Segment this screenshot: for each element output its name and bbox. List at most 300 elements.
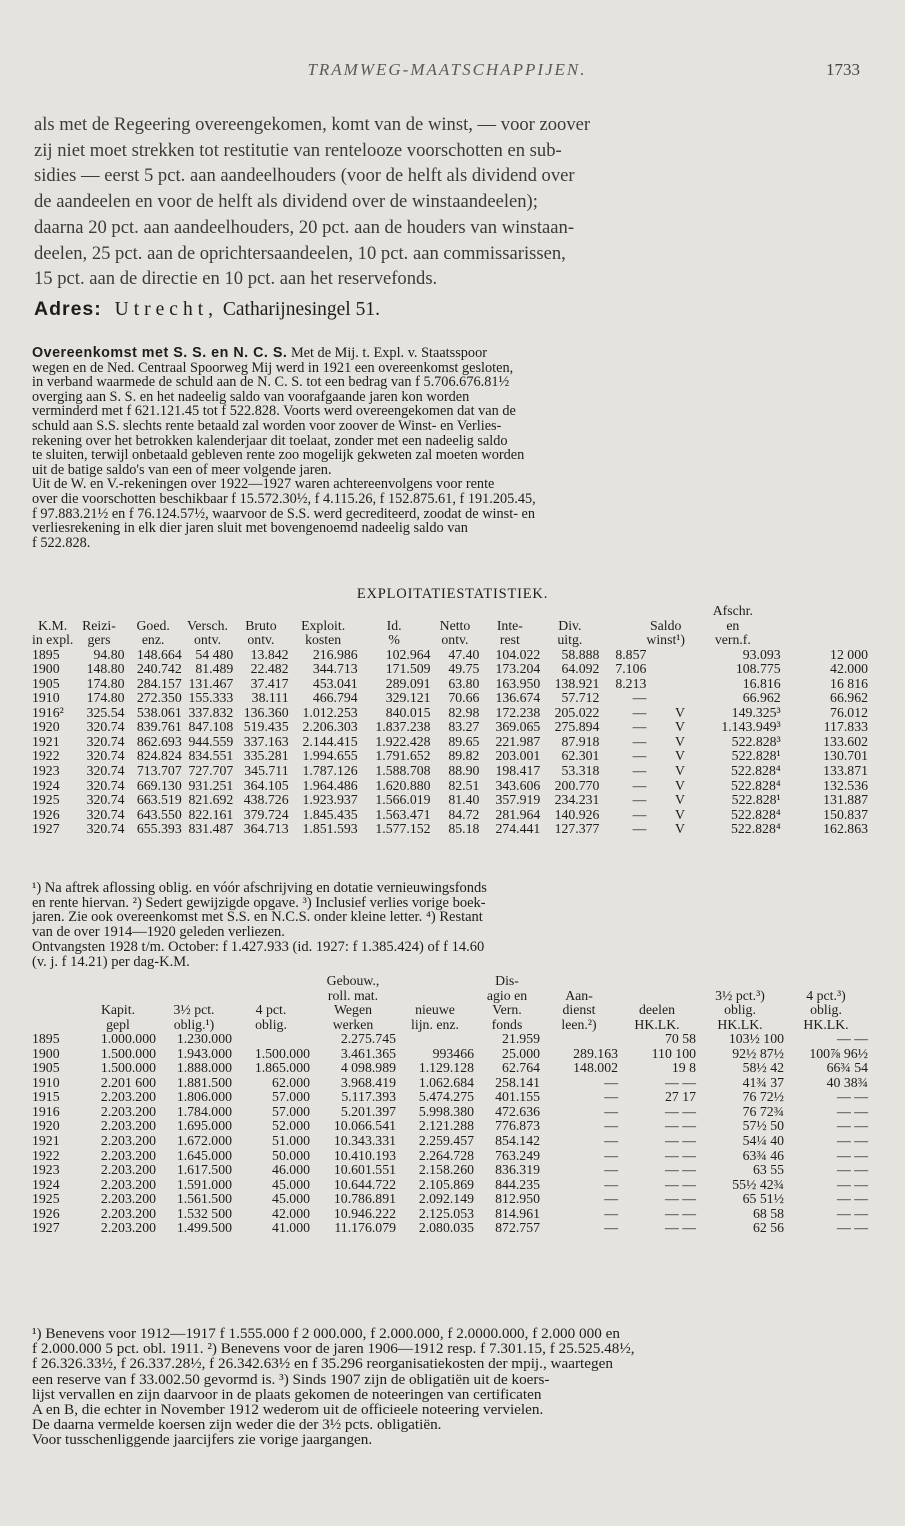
text-line: de aandeelen en voor de helft als dividend over de winstaandeelen); <box>34 191 538 213</box>
table-cell <box>232 1032 310 1047</box>
table-cell: 49.75 <box>448 661 480 677</box>
table-cell: 522.828⁴ <box>731 821 781 837</box>
table-cell: 335.281 <box>243 748 289 764</box>
header-cell: 4 pct.³) <box>806 987 846 1003</box>
table-cell: — <box>632 704 647 720</box>
table-cell: 41¾ 37 <box>742 1074 784 1090</box>
table-cell: 1927 <box>32 821 60 837</box>
table-cell: V <box>675 806 686 822</box>
table-cell: 2.275.745 <box>340 1031 396 1047</box>
table-header-row <box>32 1003 868 1018</box>
table-cell: — <box>604 1205 618 1221</box>
header-cell: Goed. <box>136 617 170 633</box>
header-cell <box>125 604 182 619</box>
table-cell: 103½ 100 <box>728 1031 784 1047</box>
table-cell: 5.474.275 <box>418 1089 474 1105</box>
agreement-first-line: Met de Mij. t. Expl. v. Staatsspoor <box>287 346 487 361</box>
table-cell: 1.922.428 <box>375 733 431 749</box>
header-cell: rest <box>499 632 520 648</box>
table-cell: 148.002 <box>573 1060 618 1076</box>
table-header-row <box>32 974 868 989</box>
table-cell: 2.203.200 <box>100 1162 156 1178</box>
table-cell: 2.206.303 <box>302 719 358 735</box>
header-cell <box>479 604 540 619</box>
table-cell: — — <box>664 1103 696 1119</box>
table-row <box>32 1207 868 1222</box>
header-cell: uitg. <box>557 632 583 648</box>
header-cell: Inte- <box>496 617 523 633</box>
header-cell <box>289 604 358 619</box>
table-cell: 1.143.949³ <box>721 719 781 735</box>
table-row <box>32 1134 868 1149</box>
address-label: Adres: <box>34 298 102 320</box>
header-cell <box>646 604 685 619</box>
table-row <box>32 706 868 721</box>
table-cell: 1.994.655 <box>302 748 358 764</box>
table-cell: 669.130 <box>136 777 182 793</box>
table-row <box>32 822 868 837</box>
table-cell: 136.360 <box>243 704 289 720</box>
table-cell: 55½ 42¾ <box>732 1176 784 1192</box>
table-cell: 57.000 <box>272 1089 310 1105</box>
table-cell: 2.203.200 <box>100 1191 156 1207</box>
table-cell: 42.000 <box>272 1205 310 1221</box>
table-cell: 1926 <box>32 1205 60 1221</box>
table-cell: 663.519 <box>136 792 182 808</box>
table-cell: 1915 <box>32 1089 60 1105</box>
header-cell <box>784 974 868 989</box>
text-line: uit de batige saldo's van een of meer volgende jaren. <box>32 462 332 478</box>
table-cell: 337.832 <box>188 704 234 720</box>
table-cell: 655.393 <box>136 821 182 837</box>
table-cell: V <box>675 777 686 793</box>
header-cell: gepl <box>106 1016 130 1032</box>
table-row <box>32 1149 868 1164</box>
table-cell: 155.333 <box>188 690 234 706</box>
table-cell: — — <box>664 1220 696 1236</box>
table-cell: — <box>632 763 647 779</box>
table-cell: 2.203.200 <box>100 1133 156 1149</box>
table-cell: 3.968.419 <box>340 1074 396 1090</box>
header-cell: gers <box>87 632 111 648</box>
table-cell <box>540 1032 618 1047</box>
table-cell: 221.987 <box>495 733 541 749</box>
table-cell: — — <box>664 1205 696 1221</box>
table-cell: 92½ 87½ <box>732 1045 784 1061</box>
table-cell: 289.091 <box>385 675 431 691</box>
table-cell: 643.550 <box>136 806 182 822</box>
table-cell: 171.509 <box>385 661 431 677</box>
header-cell: % <box>388 632 400 648</box>
table-cell: 2.259.457 <box>418 1133 474 1149</box>
table-cell: 58½ 42 <box>742 1060 784 1076</box>
table-cell: 369.065 <box>495 719 541 735</box>
header-cell <box>32 989 80 1004</box>
agreement-heading: Overeenkomst met S. S. en N. C. S. <box>32 346 288 361</box>
table-cell: — — <box>836 1118 868 1134</box>
table-cell <box>646 648 685 663</box>
text-line: Ontvangsten 1928 t/m. October: f 1.427.933 (id. 1927: f 1.385.424) of f 14.60 <box>32 939 485 955</box>
table-cell: 1.563.471 <box>375 806 431 822</box>
text-line: jaren. Zie ook overeenkomst met S.S. en N.C.S. onder kleine letter. ⁴) Restant <box>32 910 483 926</box>
table-cell: 65 51½ <box>742 1191 784 1207</box>
table-cell: 76 72¾ <box>742 1103 784 1119</box>
table-cell: 1.500.000 <box>100 1045 156 1061</box>
table-cell: 1.129.128 <box>418 1060 474 1076</box>
header-cell: vern.f. <box>714 632 751 648</box>
table-cell: 379.724 <box>243 806 289 822</box>
table-cell: 1910 <box>32 1074 60 1090</box>
text-line: daarna 20 pct. aan aandeelhouders, 20 pct. aan de houders van winstaan- <box>34 216 575 238</box>
table-notes <box>32 881 868 969</box>
table-cell: 840.015 <box>385 704 431 720</box>
table-cell: 104.022 <box>495 646 541 662</box>
table-row <box>32 691 868 706</box>
table-cell: 12 000 <box>830 646 868 662</box>
header-cell: ontv. <box>441 632 469 648</box>
table-header-row <box>32 1018 868 1033</box>
header-cell: HK.LK. <box>717 1016 763 1032</box>
table-cell: 85.18 <box>448 821 480 837</box>
table-cell: 133.871 <box>823 763 868 779</box>
table-cell: 82.98 <box>448 704 480 720</box>
table-cell: — <box>632 777 647 793</box>
table-cell: 110 100 <box>651 1045 696 1061</box>
table-cell: 272.350 <box>136 690 182 706</box>
header-cell <box>599 633 646 648</box>
table-header-row <box>32 633 868 648</box>
table-cell: 1.806.000 <box>176 1089 232 1105</box>
table-cell: 329.121 <box>385 690 431 706</box>
text-line: een reserve van f 33.002.50 gevormd is. ³) Sinds 1907 zijn de obligatiën uit de koers- <box>32 1371 550 1387</box>
text-line: Voor tusschenliggende jaarcijfers zie vorige jaargangen. <box>32 1432 373 1448</box>
table-row <box>32 1032 868 1047</box>
text-line: ¹) Na aftrek aflossing oblig. en vóór afschrijving en dotatie vernieuwingsfonds <box>32 881 487 896</box>
text-line: De daarna vermelde koersen zijn weder die der 3½ pcts. obligatiën. <box>32 1417 442 1433</box>
table-cell: 162.863 <box>823 821 868 837</box>
text-line: in verband waarmede de schuld aan de N. C. S. tot een bedrag van f 5.706.676.81½ <box>32 375 510 390</box>
table-cell: 944.559 <box>188 733 234 749</box>
table-cell: V <box>675 704 686 720</box>
header-cell <box>32 1003 80 1018</box>
text-line: als met de Regeering overeengekomen, komt van de winst, — voor zoover <box>34 114 591 135</box>
address-line <box>34 298 380 321</box>
section-title: EXPLOITATIESTATISTIEK. <box>356 586 549 602</box>
header-cell: agio en <box>486 987 528 1003</box>
table-cell: 1923 <box>32 763 60 779</box>
table-cell: 57.000 <box>272 1103 310 1119</box>
table-cell: 70 58 <box>664 1031 696 1047</box>
table-cell: 2.125.053 <box>418 1205 474 1221</box>
table-cell: 1905 <box>32 1060 60 1076</box>
table-cell: 3.461.365 <box>340 1045 396 1061</box>
header-cell <box>696 974 784 989</box>
table-cell: 1.532 500 <box>176 1205 232 1221</box>
header-cell: oblig. <box>810 1002 842 1018</box>
table-cell: 64.092 <box>561 661 600 677</box>
table-cell: 1921 <box>32 733 60 749</box>
table-row <box>32 1221 868 1236</box>
table-cell: 37.417 <box>250 675 289 691</box>
table-cell: 320.74 <box>86 733 125 749</box>
header-cell <box>80 974 156 989</box>
table-cell: 62.000 <box>272 1074 310 1090</box>
header-cell: 3½ pct.³) <box>715 987 765 1003</box>
table-cell: 522.828³ <box>731 733 781 749</box>
header-cell: fonds <box>491 1016 523 1032</box>
table-cell: V <box>675 792 686 808</box>
table-cell <box>646 691 685 706</box>
table-cell: 1.591.000 <box>176 1176 232 1192</box>
table-cell: 1.577.152 <box>375 821 431 837</box>
table-cell: 1926 <box>32 806 60 822</box>
table-cell: — <box>604 1133 618 1149</box>
table-row <box>32 793 868 808</box>
table-cell: 81.40 <box>448 792 480 808</box>
table-cell: 1905 <box>32 675 60 691</box>
table-cell: 1.881.500 <box>176 1074 232 1090</box>
header-cell: enz. <box>141 632 165 648</box>
header-cell: deelen <box>638 1002 675 1018</box>
table-cell: 174.80 <box>86 690 125 706</box>
table-cell: 76.012 <box>830 704 868 720</box>
header-cell <box>618 974 696 989</box>
table-cell: 53.318 <box>561 763 600 779</box>
table-cell: 2.203.200 <box>100 1147 156 1163</box>
table-row <box>32 808 868 823</box>
table-cell: 538.061 <box>136 704 182 720</box>
table-cell: 1.784.000 <box>176 1103 232 1119</box>
table-cell: 58.888 <box>561 646 600 662</box>
table-cell: 2.264.728 <box>418 1147 474 1163</box>
table-cell: 1.566.019 <box>375 792 431 808</box>
table-cell: 344.713 <box>312 661 358 677</box>
header-cell: Kapit. <box>100 1002 136 1018</box>
table-row <box>32 764 868 779</box>
header-cell <box>396 974 474 989</box>
header-cell: Netto <box>439 617 471 633</box>
table-cell: 41.000 <box>272 1220 310 1236</box>
table-row <box>32 1192 868 1207</box>
table-cell: 519.435 <box>243 719 289 735</box>
table-cell: 1916² <box>32 704 64 720</box>
table-header-row <box>32 619 868 634</box>
table-cell: 216.986 <box>312 646 358 662</box>
table-cell: — — <box>836 1191 868 1207</box>
table-cell: — <box>604 1176 618 1192</box>
table-cell: 839.761 <box>136 719 182 735</box>
table-cell: 81.489 <box>195 661 234 677</box>
table-row <box>32 1047 868 1062</box>
table-cell: 68 58 <box>752 1205 784 1221</box>
table-cell: 1920 <box>32 719 60 735</box>
capital-table <box>32 974 868 1236</box>
table-cell: 16 816 <box>830 675 868 691</box>
table-cell: 713.707 <box>136 763 182 779</box>
header-cell <box>32 974 80 989</box>
table-row <box>32 749 868 764</box>
table-cell: 258.141 <box>495 1074 540 1090</box>
table-cell: 62.764 <box>502 1060 540 1076</box>
header-cell <box>431 604 480 619</box>
table-cell: 93.093 <box>742 646 781 662</box>
header-cell: nieuwe <box>415 1002 455 1018</box>
table-cell: 13.842 <box>250 646 289 662</box>
text-line: deelen, 25 pct. aan de oprichtersaandeelen, 10 pct. aan commissarissen, <box>34 242 566 264</box>
header-cell: Saldo <box>649 617 682 633</box>
table-cell: 822.161 <box>188 806 234 822</box>
table-cell: 66.962 <box>742 690 781 706</box>
table-cell: 140.926 <box>554 806 600 822</box>
table-cell: 10.410.193 <box>333 1147 396 1163</box>
table-cell: 343.606 <box>495 777 541 793</box>
table-cell: V <box>675 821 686 837</box>
table-cell <box>396 1032 474 1047</box>
table-cell: 89.82 <box>448 748 480 764</box>
table-cell: 2.092.149 <box>418 1191 474 1207</box>
table-cell: 8.857 <box>615 646 647 662</box>
table-cell: 1.787.126 <box>302 763 358 779</box>
text-line: en rente hiervan. ²) Sedert gewijzigde opgave. ³) Inclusief verlies vorige boek- <box>32 895 486 911</box>
header-cell: 3½ pct. <box>173 1002 215 1018</box>
header-cell: Id. <box>386 617 402 633</box>
table-cell: 438.726 <box>243 792 289 808</box>
intro-paragraph <box>34 112 866 292</box>
header-cell: oblig.¹) <box>173 1016 215 1032</box>
table-row <box>32 1178 868 1193</box>
table-cell: 320.74 <box>86 792 125 808</box>
text-line: f 2.000.000 5 pct. obl. 1911. ²) Benevens voor de jaren 1906—1912 resp. f 7.301.15, f 25.525.48½, <box>32 1341 635 1357</box>
text-line: verminderd met f 621.121.45 tot f 522.828. Voorts werd overeengekomen dat van de <box>32 404 516 419</box>
address-city: Utrecht, <box>114 299 219 320</box>
header-cell: in expl. <box>32 632 74 648</box>
table-cell: 320.74 <box>86 777 125 793</box>
table-cell: 357.919 <box>495 792 541 808</box>
table-cell: 234.231 <box>554 792 600 808</box>
text-line: lijst vervallen en zijn daarvoor in de plaats gekomen de noteeringen van certificaten <box>32 1386 542 1403</box>
header-cell: lijn. enz. <box>411 1016 459 1032</box>
table-cell: 40 38¾ <box>826 1074 868 1090</box>
table-cell: 84.72 <box>448 806 480 822</box>
header-cell <box>156 989 232 1004</box>
table-cell: 522.828⁴ <box>731 763 781 779</box>
table-cell: 47.40 <box>448 646 480 662</box>
table-cell: 174.80 <box>86 675 125 691</box>
text-line: te sluiten, terwijl onbetaald gebleven rente zoo mogelijk gekweten zal moeten worden <box>32 448 525 463</box>
table-row <box>32 1105 868 1120</box>
table-cell: — <box>632 806 647 822</box>
header-cell: K.M. <box>38 617 68 633</box>
table-cell: 131.467 <box>188 675 234 691</box>
table-row <box>32 1090 868 1105</box>
table-cell: 1.230.000 <box>176 1031 232 1047</box>
header-cell <box>32 604 73 619</box>
table-cell: 325.54 <box>86 704 125 720</box>
table-cell: 345.711 <box>244 763 289 779</box>
table-cell: 1925 <box>32 792 60 808</box>
table-cell: — — <box>836 1162 868 1178</box>
table-cell: 812.950 <box>495 1191 540 1207</box>
header-cell: leen.²) <box>561 1016 597 1032</box>
table-cell: — — <box>664 1074 696 1090</box>
header-cell: Aan- <box>565 987 593 1003</box>
table-cell: 57.712 <box>561 690 600 706</box>
header-cell: kosten <box>305 632 342 648</box>
table-cell: — <box>604 1118 618 1134</box>
header-cell: winst¹) <box>646 632 686 648</box>
header-cell: Afschr. <box>712 603 753 618</box>
table-cell: 94.80 <box>93 646 125 662</box>
header-cell: Div. <box>558 617 582 633</box>
table-cell: 1924 <box>32 777 60 793</box>
agreement-paragraph <box>32 346 868 550</box>
table-cell: 320.74 <box>86 763 125 779</box>
table-cell: 198.417 <box>495 763 541 779</box>
table-cell: — — <box>836 1133 868 1149</box>
table-cell: V <box>675 719 686 735</box>
table-cell: 7.106 <box>615 661 647 677</box>
table-cell: 836.319 <box>495 1162 540 1178</box>
table-cell: 1.964.486 <box>302 777 358 793</box>
table-cell: 727.707 <box>188 763 234 779</box>
table-row <box>32 1119 868 1134</box>
table-cell: 138.921 <box>554 675 600 691</box>
address-street: Catharijnesingel 51. <box>222 299 380 320</box>
text-line <box>32 346 868 361</box>
table-cell: — — <box>664 1176 696 1192</box>
table-cell: 854.142 <box>495 1133 540 1149</box>
table-cell: 5.998.380 <box>418 1103 474 1119</box>
header-cell <box>73 604 124 619</box>
header-cell: ontv. <box>247 632 275 648</box>
table-cell: — — <box>836 1205 868 1221</box>
table-cell: 22.482 <box>250 661 289 677</box>
table-cell: 1920 <box>32 1118 60 1134</box>
table-cell <box>646 662 685 677</box>
text-line: f 97.883.21½ en f 76.124.57½, waarvoor de S.S. werd gecrediteerd, zoodat de winst- en <box>32 506 536 522</box>
text-line: schuld aan S.S. slechts rente betaald zal worden voor zoover de Winst- en Verlies- <box>32 418 502 434</box>
table-cell: 2.158.260 <box>418 1162 474 1178</box>
header-cell <box>599 619 646 634</box>
table-cell: — — <box>664 1133 696 1149</box>
table-cell: 203.001 <box>495 748 541 764</box>
header-cell: Bruto <box>245 617 277 633</box>
table-cell: 289.163 <box>573 1045 618 1061</box>
table-cell: 1924 <box>32 1176 60 1192</box>
table-cell: 1.500.000 <box>254 1045 310 1061</box>
table-cell: V <box>675 748 686 764</box>
header-cell: Reizi- <box>82 617 116 633</box>
table-cell: 173.204 <box>495 661 541 677</box>
header-cell <box>618 989 696 1004</box>
table-cell: — — <box>836 1089 868 1105</box>
table-cell: 66¾ 54 <box>826 1060 868 1076</box>
table-cell: 45.000 <box>272 1176 310 1192</box>
text-line: verliesrekening in elk dier jaren sluit met bovengenoemd nadeelig saldo van <box>32 521 468 536</box>
header-cell <box>182 604 234 619</box>
table-cell: 51.000 <box>272 1133 310 1149</box>
table-cell: 274.441 <box>495 821 541 837</box>
table-cell: — — <box>836 1103 868 1119</box>
table-cell: 63¾ 46 <box>742 1147 784 1163</box>
table-header-row <box>32 989 868 1004</box>
table-cell: 38.111 <box>251 690 289 706</box>
table-cell <box>646 677 685 692</box>
table-cell: 1923 <box>32 1162 60 1178</box>
table-header-row <box>32 604 868 619</box>
table-cell: 62.301 <box>561 748 600 764</box>
table-cell: 1922 <box>32 1147 60 1163</box>
